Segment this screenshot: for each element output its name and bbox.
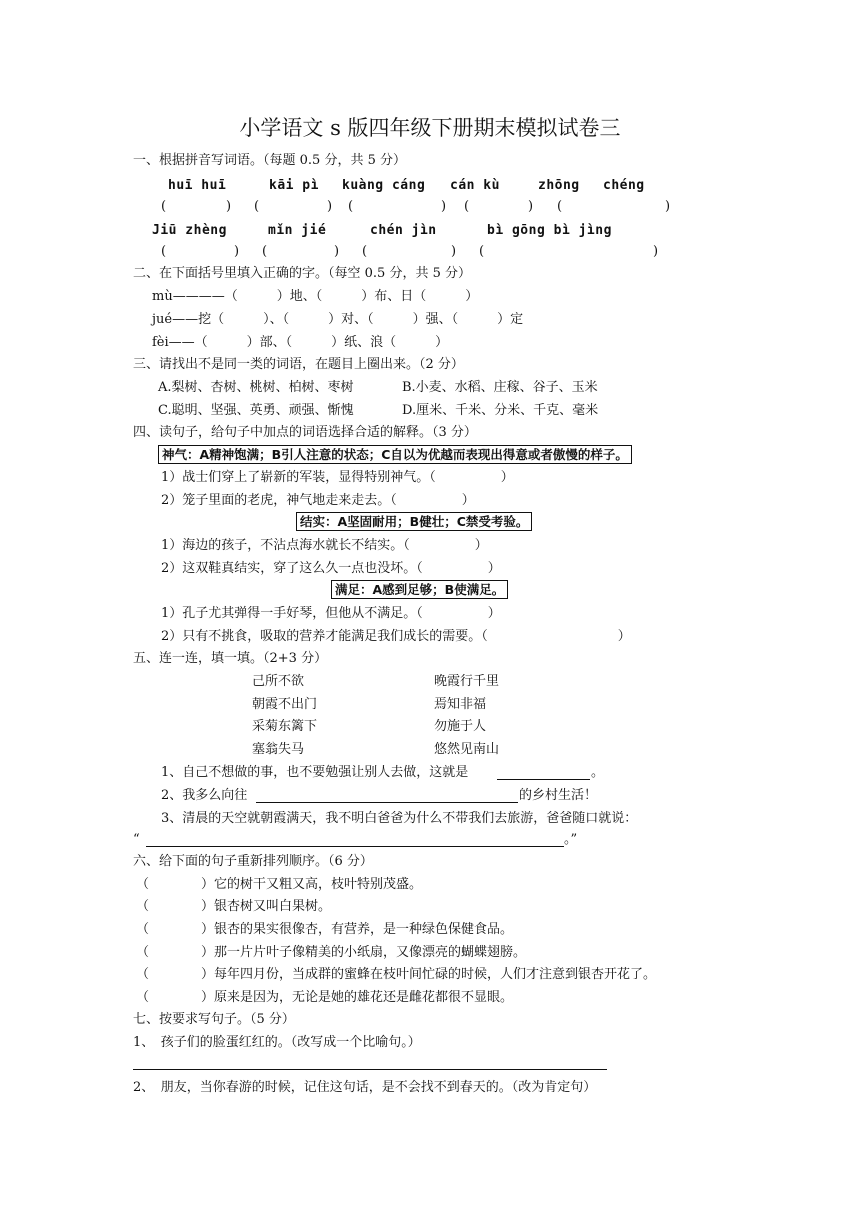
question-jieshi-1: 1）海边的孩子，不沾点海水就长不结实。（ ） xyxy=(161,538,488,553)
pinyin-2: kāi pì xyxy=(269,178,319,193)
fill-1-end: 。 xyxy=(591,765,605,780)
match-right-2: 焉知非福 xyxy=(434,697,487,712)
order-item-3: （ ）银杏的果实很像杏，有营养，是一种绿色保健食品。 xyxy=(136,922,514,937)
definition-box-shenqi: 神气：A精神饱满；B引人注意的状态；C自以为优越而表现出得意或者傲慢的样子。 xyxy=(158,445,632,464)
question-manzu-2: 2）只有不挑食，吸取的营养才能满足我们成长的需要。（ ） xyxy=(161,629,631,644)
order-item-5: （ ）每年四月份，当成群的蜜蜂在枝叶间忙碌的时候，人们才注意到银杏开花了。 xyxy=(136,967,657,982)
pinyin-3: kuàng cáng xyxy=(342,178,426,193)
page-title: 小学语文 s 版四年级下册期末模拟试卷三 xyxy=(239,116,621,140)
match-right-1: 晚霞行千里 xyxy=(434,674,500,689)
rewrite-answer-line-1[interactable] xyxy=(133,1069,607,1070)
pinyin-1: huī huī xyxy=(168,178,227,193)
match-left-4: 塞翁失马 xyxy=(252,742,305,757)
pinyin-8: chén jìn xyxy=(370,223,437,238)
section-7-heading: 七、按要求写句子。（5 分） xyxy=(133,1012,295,1027)
section-1-heading: 一、根据拼音写词语。（每题 0.5 分，共 5 分） xyxy=(133,153,406,168)
question-jieshi-2: 2）这双鞋真结实，穿了这么久一点也没坏。（ ） xyxy=(161,561,501,576)
fill-3-close-quote: 。” xyxy=(564,832,578,847)
order-item-1: （ ）它的树干又粗又高，枝叶特别茂盛。 xyxy=(136,877,423,892)
rewrite-question-1: 1、 孩子们的脸蛋红红的。（改写成一个比喻句。） xyxy=(133,1035,421,1050)
pinyin-5a: zhōng xyxy=(538,178,580,193)
option-c: C.聪明、坚强、英勇、顽强、惭愧 xyxy=(158,403,354,418)
section-4-heading: 四、读句子，给句子中加点的词语选择合适的解释。（3 分） xyxy=(133,425,477,440)
option-a: A.梨树、杏树、桃树、柏树、枣树 xyxy=(158,380,354,395)
section-2-heading: 二、在下面括号里填入正确的字。（每空 0.5 分，共 5 分） xyxy=(133,266,471,281)
question-shenqi-2: 2）笼子里面的老虎，神气地走来走去。（ ） xyxy=(161,493,475,508)
pinyin-5b: chéng xyxy=(603,178,645,193)
rewrite-question-2: 2、 朋友，当你春游的时候，记住这句话，是不会找不到春天的。（改为肯定句） xyxy=(133,1080,597,1095)
fill-2-text: 2、我多么向往 xyxy=(161,788,248,803)
option-b: B.小麦、水稻、庄稼、谷子、玉米 xyxy=(402,380,598,395)
match-left-1: 己所不欲 xyxy=(252,674,305,689)
question-manzu-1: 1）孔子尤其弹得一手好琴，但他从不满足。（ ） xyxy=(161,606,501,621)
match-right-4: 悠然见南山 xyxy=(434,742,500,757)
fill-line-jue: jué——挖（ ）、（ ）对、（ ）强、（ ）定 xyxy=(152,312,524,327)
fill-3-text: 3、清晨的天空就朝霞满天，我不明白爸爸为什么不带我们去旅游，爸爸随口就说： xyxy=(161,811,638,826)
section-5-heading: 五、连一连，填一填。（2+3 分） xyxy=(133,651,328,666)
fill-1-text: 1、自己不想做的事，也不要勉强让别人去做，这就是 xyxy=(161,765,469,780)
fill-2-end: 的乡村生活！ xyxy=(519,788,598,803)
order-item-4: （ ）那一片片叶子像精美的小纸扇，又像漂亮的蝴蝶翅膀。 xyxy=(136,945,527,960)
order-item-2: （ ）银杏树又叫白果树。 xyxy=(136,899,332,914)
definition-box-jieshi: 结实：A坚固耐用；B健壮；C禁受考验。 xyxy=(296,512,532,531)
fill-3-blank[interactable] xyxy=(146,846,564,847)
pinyin-6: Jiū zhèng xyxy=(152,223,227,238)
order-item-6: （ ）原来是因为，无论是她的雄花还是雌花都很不显眼。 xyxy=(136,990,514,1005)
pinyin-7: mǐn jié xyxy=(268,223,327,238)
pinyin-9: bì gōng bì jìng xyxy=(487,223,612,238)
definition-box-manzu: 满足：A感到足够；B使满足。 xyxy=(331,580,508,599)
fill-line-fei: fèi——（ ）部、（ ）纸、浪（ ） xyxy=(152,335,449,350)
question-shenqi-1: 1）战士们穿上了崭新的军装，显得特别神气。（ ） xyxy=(161,470,514,485)
match-left-3: 采菊东篱下 xyxy=(252,719,318,734)
fill-1-blank[interactable] xyxy=(497,779,590,780)
fill-2-blank[interactable] xyxy=(256,802,518,803)
option-d: D.厘米、千米、分米、千克、毫米 xyxy=(402,403,599,418)
match-left-2: 朝霞不出门 xyxy=(252,697,318,712)
pinyin-4: cán kù xyxy=(450,178,500,193)
section-3-heading: 三、请找出不是同一类的词语，在题目上圈出来。（2 分） xyxy=(133,357,464,372)
fill-line-mu: mù————（ ）地、（ ）布、日（ ） xyxy=(152,289,479,304)
section-6-heading: 六、给下面的句子重新排列顺序。（6 分） xyxy=(133,854,373,869)
match-right-3: 勿施于人 xyxy=(434,719,487,734)
fill-3-open-quote: “ xyxy=(133,832,140,847)
